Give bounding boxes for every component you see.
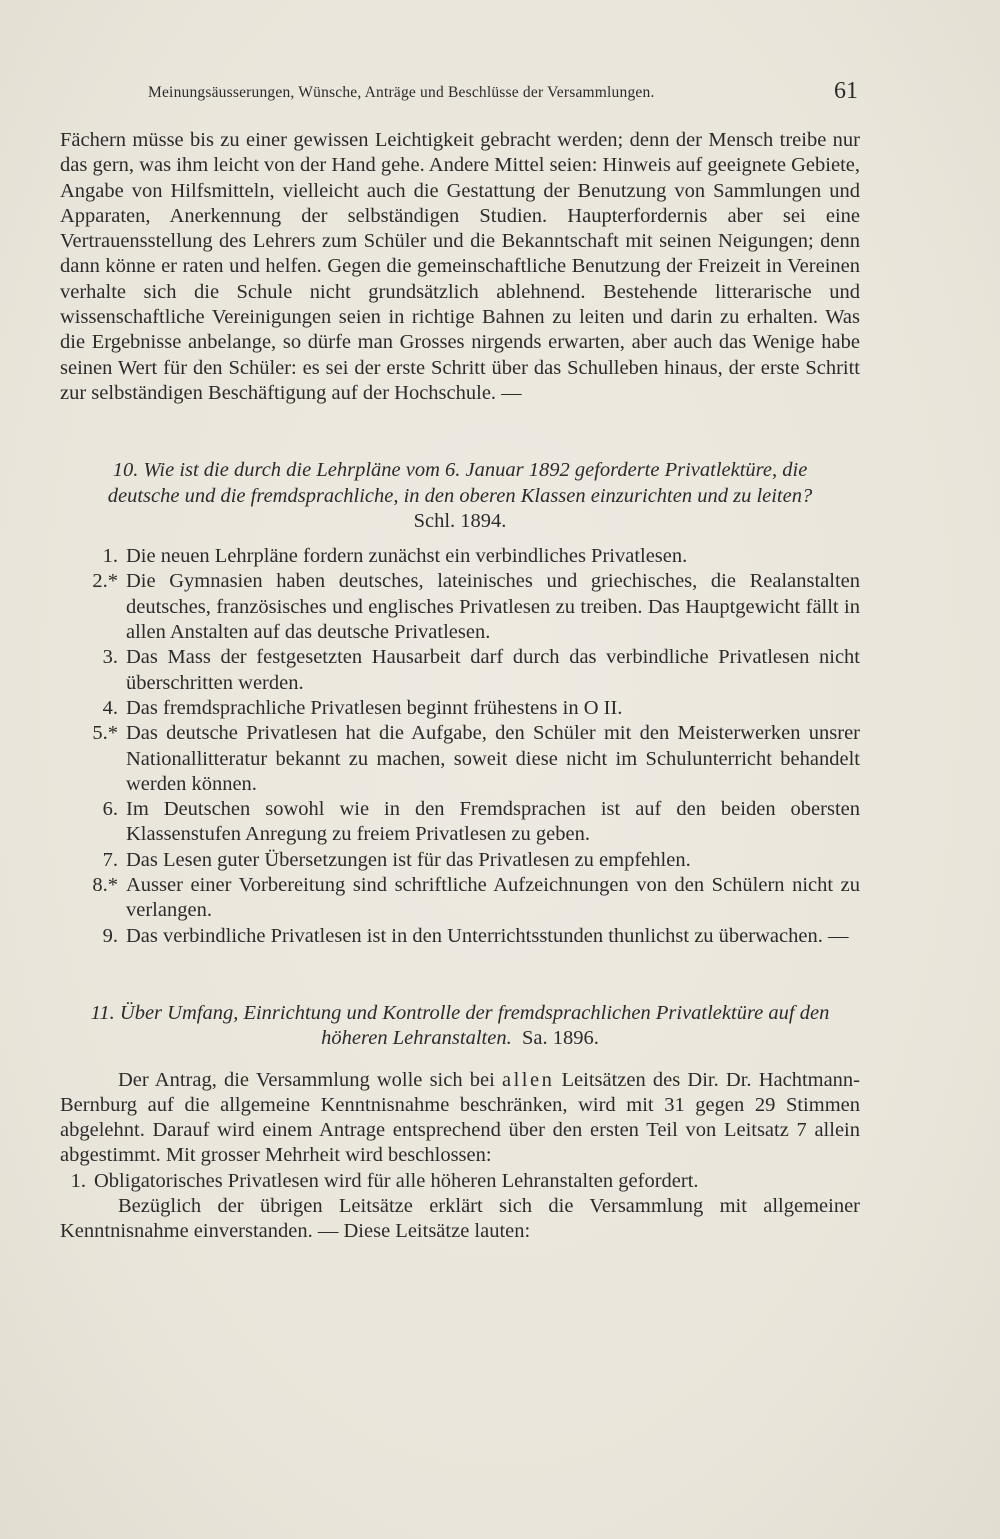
spacer (60, 406, 860, 458)
page-number: 61 (834, 78, 858, 104)
section-11-title-line2 (60, 1026, 860, 1051)
list-item (60, 569, 860, 645)
item-number: 8.* (92, 874, 118, 897)
item-text: Obligatorisches Privatlesen wird für alle höheren Lehranstalten gefordert. (94, 1169, 699, 1192)
list-item (60, 924, 860, 949)
item-text: Die Gymnasien haben deutsches, lateinisches und griechisches, die Realanstalten deutsches, französisches und englisches Privatlesen zu treiben. Das Hauptgewicht fällt in allen Anstalten auf das deutsche Privatlesen. (126, 570, 860, 644)
section-11-title-text-1: Über Umfang, Einrichtung und Kontrolle der fremdsprachlichen Privatlektüre auf den (119, 1001, 830, 1024)
section-10-source-line (60, 509, 860, 534)
intro-paragraph: Fächern müsse bis zu einer gewissen Leichtigkeit gebracht werden; denn der Mensch treibe nur das gern, was ihm leicht von der Hand gehe. Andere Mittel seien: Hinweis auf geeignete Gebiete, Angabe von Hilfsmitteln, vielleicht auch die Gestattung der Benutzung von Sammlungen und Apparaten, Anerkennung der selbständigen Studien. Haupterfordernis aber sei eine Vertrauensstellung des Lehrers zum Schüler und die Bekanntschaft mit seinen Neigungen; denn dann könne er raten und helfen. Gegen die gemeinschaftliche Benutzung der Freizeit in Vereinen verhalte sich die Schule nicht grundsätzlich ablehnend. Bestehende litterarische und wissenschaftliche Vereinigungen seien in richtige Bahnen zu leiten und darin zu erhalten. Was die Ergebnisse anbelange, so dürfe man Grosses nirgends erwarten, aber auch das Wenige habe seinen Wert für den Schüler: es sei der erste Schritt über das Schulleben hinaus, der erste Schritt zur selbständigen Beschäftigung auf der Hochschule. — (60, 129, 860, 404)
page-body (60, 128, 860, 1245)
item-number: 9. (102, 924, 118, 947)
list-item (60, 721, 860, 797)
section-11-source: Sa. 1896. (521, 1027, 599, 1050)
list-item (60, 797, 860, 848)
section-11-paragraph-2: Bezüglich der übrigen Leitsätze erklärt sich die Versammlung mit allgemeiner Kenntnisnahme einverstanden. — Diese Leitsätze lauten: (60, 1194, 860, 1243)
paragraph-text: Der Antrag, die Versammlung wolle sich bei (118, 1068, 495, 1091)
section-10-title-text-1: Wie ist die durch die Lehrpläne vom 6. Januar 1892 geforderte Privatlektüre, die (143, 459, 808, 482)
paragraph-text: Leitsätzen des Dir. Dr. Hachtmann-Bernburg auf die allgemeine Kenntnisnahme beschränken, wird mit 31 gegen 29 Stimmen abgelehnt. Darauf wird einem Antrage entsprechend über den ersten Teil von Leitsatz 7 allein abgestimmt. Mit grosser Mehrheit wird beschlossen: (60, 1068, 861, 1167)
item-number: 6. (102, 798, 118, 821)
item-text: Das verbindliche Privatlesen ist in den Unterrichtsstunden thunlichst zu überwachen. — (126, 924, 849, 947)
item-number: 5.* (92, 722, 118, 745)
item-number: 7. (102, 848, 118, 871)
list-item (60, 696, 860, 721)
item-number: 3. (102, 646, 118, 669)
item-text: Ausser einer Vorbereitung sind schriftliche Aufzeichnungen von den Schülern nicht zu verlangen. (126, 874, 860, 922)
item-text: Das Mass der festgesetzten Hausarbeit darf durch das verbindliche Privatlesen nicht überschritten werden. (126, 646, 860, 694)
section-10 (60, 458, 860, 949)
list-item (60, 544, 860, 569)
section-11-paragraph-1 (60, 1068, 860, 1169)
list-item (60, 645, 860, 696)
item-number: 4. (102, 696, 118, 719)
section-10-list (60, 544, 860, 949)
section-10-number: 10. (112, 459, 139, 482)
list-item (60, 848, 860, 873)
section-11-title-text-2: höheren Lehranstalten. (321, 1027, 512, 1050)
item-text: Das fremdsprachliche Privatlesen beginnt frühestens in O II. (126, 696, 623, 719)
section-10-source: Schl. 1894. (413, 509, 507, 532)
list-item (60, 1169, 860, 1194)
spacer (60, 949, 860, 1001)
page-header (148, 78, 858, 108)
item-text: Im Deutschen sowohl wie in den Fremdsprachen ist auf den beiden obersten Klassenstufen Anregung zu freiem Privatlesen zu geben. (126, 798, 860, 846)
list-item (60, 873, 860, 924)
section-11-number: 11. (90, 1001, 115, 1024)
item-text: Die neuen Lehrpläne fordern zunächst ein verbindliches Privatlesen. (126, 545, 688, 568)
item-number: 1. (70, 1169, 86, 1192)
item-number: 2.* (92, 570, 118, 593)
spacer (60, 1052, 860, 1068)
spaced-emphasis: allen (502, 1068, 555, 1091)
item-number: 1. (102, 545, 118, 568)
section-11 (60, 1001, 860, 1245)
section-11-title-line1 (60, 1001, 860, 1026)
running-title: Meinungsäusserungen, Wünsche, Anträge und Beschlüsse der Versammlungen. (148, 84, 655, 101)
section-10-title-line1 (60, 458, 860, 483)
item-text: Das deutsche Privatlesen hat die Aufgabe, den Schüler mit den Meisterwerken unsrer Nationallitteratur bekannt zu machen, soweit diese nicht im Schulunterricht behandelt werden können. (126, 722, 860, 795)
spacer (60, 534, 860, 544)
section-10-title-line2: deutsche und die fremdsprachliche, in den oberen Klassen einzurichten und zu leiten? (107, 484, 813, 507)
item-text: Das Lesen guter Übersetzungen ist für das Privatlesen zu empfehlen. (126, 848, 691, 871)
